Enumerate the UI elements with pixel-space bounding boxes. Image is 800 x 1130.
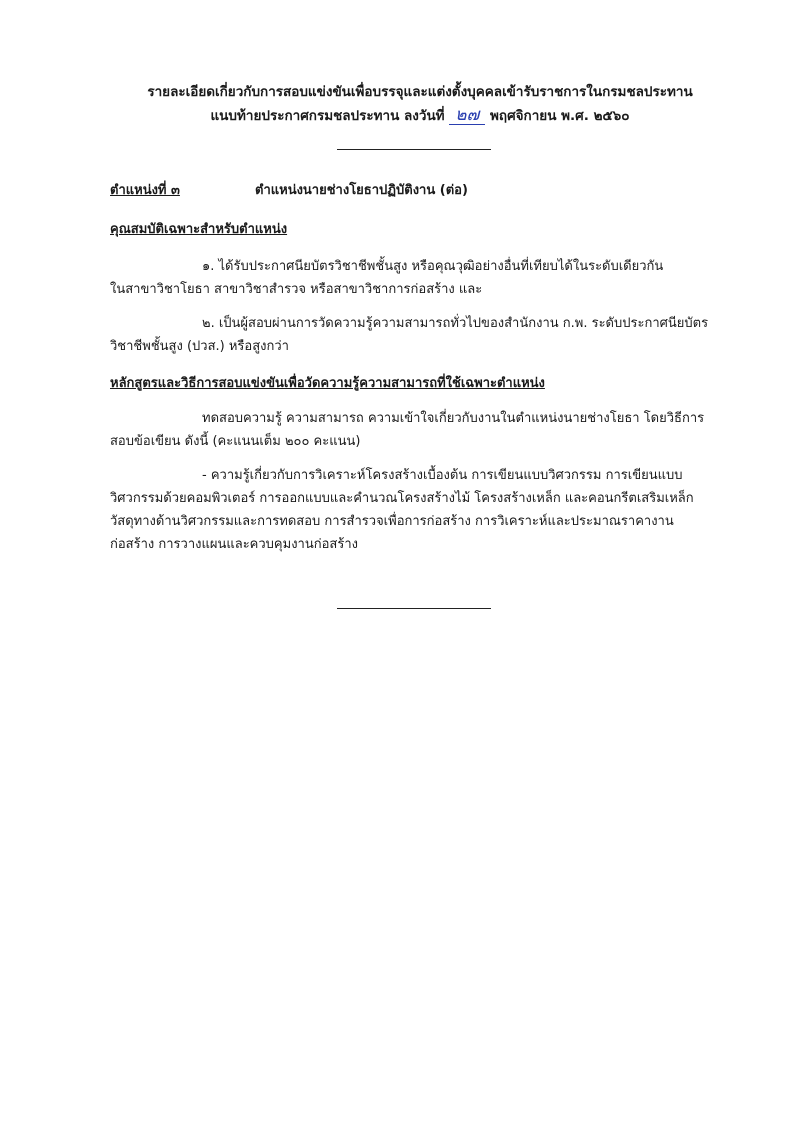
header-line-2-suffix: พฤศจิกายน พ.ศ. ๒๕๖๐ [490, 108, 630, 124]
handwritten-date-day: ๒๗ [449, 106, 485, 125]
qualification-item-2-line-2: วิชาชีพชั้นสูง (ปวส.) หรือสูงกว่า [110, 339, 289, 354]
qualification-item-1-line-2: ในสาขาวิชาโยธา สาขาวิชาสำรวจ หรือสาขาวิชาการก่อสร้าง และ [110, 282, 483, 297]
exam-heading: หลักสูตรและวิธีการสอบแข่งขันเพื่อวัดความรู้ความสามารถที่ใช้เฉพาะตำแหน่ง [110, 376, 545, 391]
header-line-2 [100, 104, 740, 129]
exam-intro-line-2: สอบข้อเขียน ดังนี้ (คะแนนเต็ม ๒๐๐ คะแนน) [110, 434, 361, 449]
top-divider [337, 149, 491, 150]
exam-topics-line-4: ก่อสร้าง การวางแผนและควบคุมงานก่อสร้าง [110, 537, 358, 552]
qualification-item-2-line-1: ๒. เป็นผู้สอบผ่านการวัดความรู้ความสามารถทั่วไปของสำนักงาน ก.พ. ระดับประกาศนียบัตร [202, 316, 709, 331]
header-line-1: รายละเอียดเกี่ยวกับการสอบแข่งขันเพื่อบรรจุและแต่งตั้งบุคคลเข้ารับราชการในกรมชลประทาน [147, 84, 693, 100]
exam-topics-line-3: วัสดุทางด้านวิศวกรรมและการทดสอบ การสำรวจเพื่อการก่อสร้าง การวิเคราะห์และประมาณราคางาน [110, 514, 674, 529]
qualification-item-1-line-1: ๑. ได้รับประกาศนียบัตรวิชาชีพชั้นสูง หรือคุณวุฒิอย่างอื่นที่เทียบได้ในระดับเดียวกัน [202, 259, 664, 274]
exam-topics-line-1: - ความรู้เกี่ยวกับการวิเคราะห์โครงสร้างเบื้องต้น การเขียนแบบวิศวกรรม การเขียนแบบ [202, 468, 683, 483]
bottom-divider [337, 608, 491, 609]
position-title: ตำแหน่งนายช่างโยธาปฏิบัติงาน (ต่อ) [255, 183, 468, 198]
exam-topics-line-2: วิศวกรรมด้วยคอมพิวเตอร์ การออกแบบและคำนวณโครงสร้างไม้ โครงสร้างเหล็ก และคอนกรีตเสริมเหล็ก [110, 491, 694, 506]
header-line-2-prefix: แนบท้ายประกาศกรมชลประทาน ลงวันที่ [210, 108, 445, 124]
position-label: ตำแหน่งที่ ๓ [110, 183, 180, 198]
exam-intro-line-1: ทดสอบความรู้ ความสามารถ ความเข้าใจเกี่ยวกับงานในตำแหน่งนายช่างโยธา โดยวิธีการ [202, 411, 705, 426]
qualifications-heading: คุณสมบัติเฉพาะสำหรับตำแหน่ง [110, 222, 288, 237]
